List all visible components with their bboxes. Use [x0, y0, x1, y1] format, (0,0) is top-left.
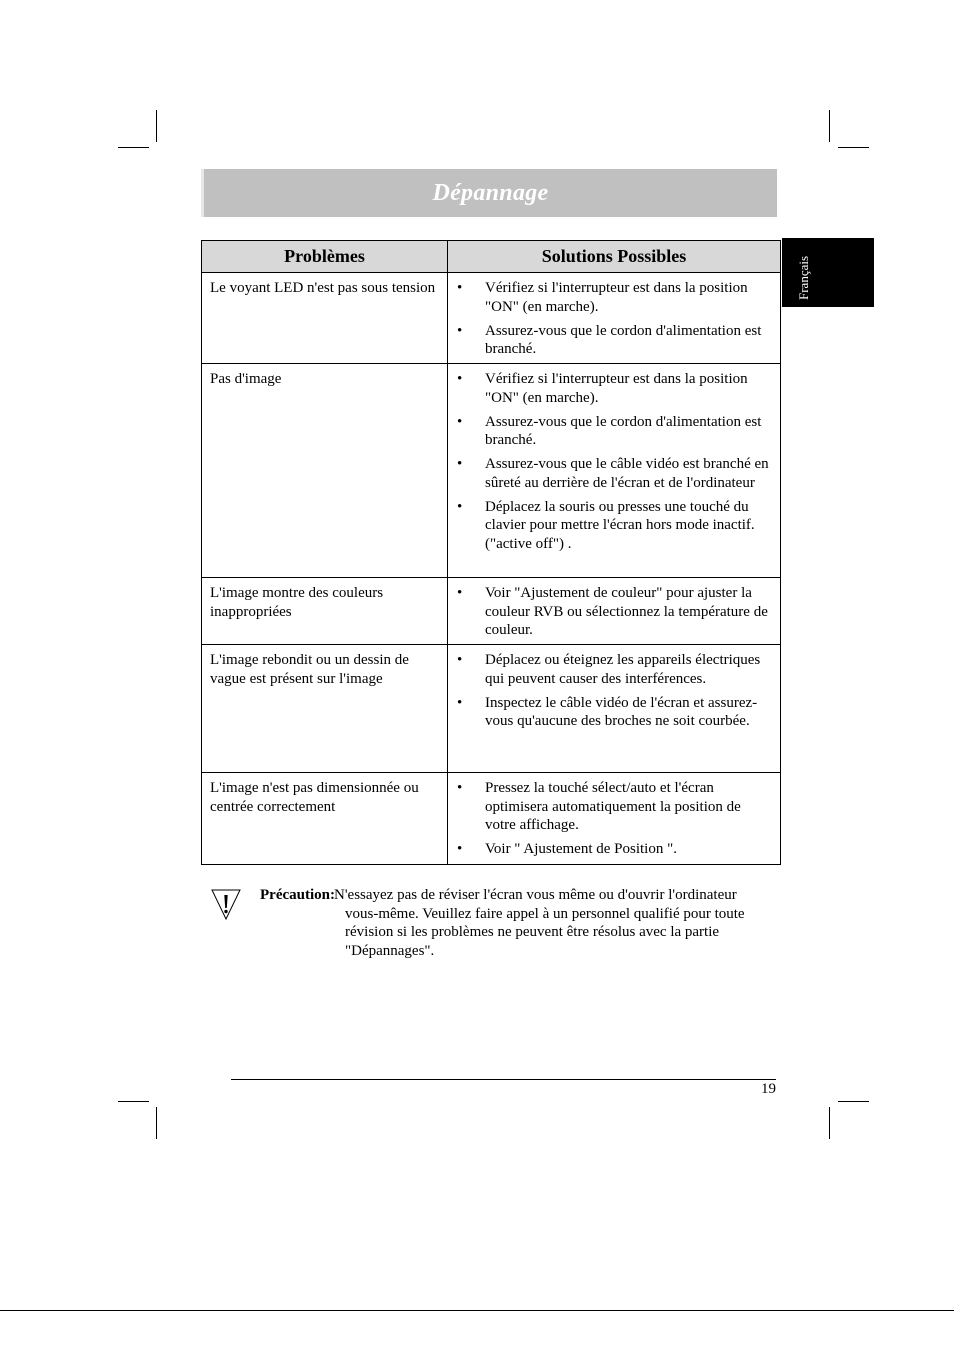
- title-banner: [201, 169, 777, 217]
- table-row: [202, 273, 781, 364]
- solutions-cell: [448, 364, 781, 578]
- solution-item: • Déplacez la souris ou presses une touché du clavier pour mettre l'écran hors mode inactif. ("active off") .: [456, 498, 772, 554]
- problem-cell: L'image montre des couleurs inappropriées: [202, 578, 448, 645]
- problem-cell: L'image n'est pas dimensionnée ou centrée correctement: [202, 773, 448, 865]
- language-tab: [782, 238, 874, 307]
- crop-mark: [838, 147, 869, 148]
- table-row: [202, 364, 781, 578]
- table-row: [202, 645, 781, 773]
- language-tab-label: Français: [796, 255, 811, 300]
- crop-mark: [829, 110, 830, 142]
- problem-cell: Pas d'image: [202, 364, 448, 578]
- solution-item: • Voir "Ajustement de couleur" pour ajuster la couleur RVB ou sélectionnez la température de couleur.: [456, 584, 772, 640]
- crop-mark: [829, 1107, 830, 1139]
- problem-cell: L'image rebondit ou un dessin de vague est présent sur l'image: [202, 645, 448, 773]
- caution-text: [334, 886, 785, 960]
- solution-item: • Vérifiez si l'interrupteur est dans la position "ON" (en marche).: [456, 370, 772, 407]
- page-number: 19: [761, 1081, 776, 1097]
- solution-item: • Assurez-vous que le cordon d'alimentation est branché.: [456, 322, 772, 359]
- troubleshooting-table: [201, 240, 781, 865]
- crop-mark: [118, 147, 149, 148]
- solution-item: • Déplacez ou éteignez les appareils électriques qui peuvent causer des interférences.: [456, 651, 772, 688]
- solution-item: • Voir " Ajustement de Position ".: [456, 840, 772, 859]
- crop-mark: [838, 1101, 869, 1102]
- caution-text-first-line: N'essayez pas de réviser l'écran vous même ou d'ouvrir l'ordinateur: [334, 887, 737, 903]
- problem-cell: Le voyant LED n'est pas sous tension: [202, 273, 448, 364]
- caution-text-rest: vous-même. Veuillez faire appel à un personnel qualifié pour toute révision si les problèmes ne peuvent être résolus avec la partie "Dépannages".: [345, 905, 745, 959]
- header-problems: Problèmes: [202, 241, 448, 273]
- solution-item: • Inspectez le câble vidéo de l'écran et assurez-vous qu'aucune des broches ne soit courbée.: [456, 694, 772, 731]
- table-header-row: [202, 241, 781, 273]
- solutions-cell: [448, 645, 781, 773]
- header-solutions: Solutions Possibles: [448, 241, 781, 273]
- table-row: [202, 773, 781, 865]
- solutions-cell: [448, 273, 781, 364]
- crop-mark: [156, 110, 157, 142]
- solutions-cell: [448, 578, 781, 645]
- solutions-cell: [448, 773, 781, 865]
- bottom-rule: [0, 1310, 954, 1311]
- crop-mark: [156, 1107, 157, 1139]
- warning-triangle-icon: [211, 888, 241, 926]
- table-row: [202, 578, 781, 645]
- solution-item: • Vérifiez si l'interrupteur est dans la position "ON" (en marche).: [456, 279, 772, 316]
- page-title: Dépannage: [432, 179, 549, 206]
- footer-rule: [231, 1079, 776, 1080]
- solution-item: • Pressez la touché sélect/auto et l'écran optimisera automatiquement la position de votre affichage.: [456, 779, 772, 835]
- caution-label: Précaution:: [260, 887, 335, 903]
- crop-mark: [118, 1101, 149, 1102]
- solution-item: • Assurez-vous que le câble vidéo est branché en sûreté au derrière de l'écran et de l'ordinateur: [456, 455, 772, 492]
- solution-item: • Assurez-vous que le cordon d'alimentation est branché.: [456, 413, 772, 450]
